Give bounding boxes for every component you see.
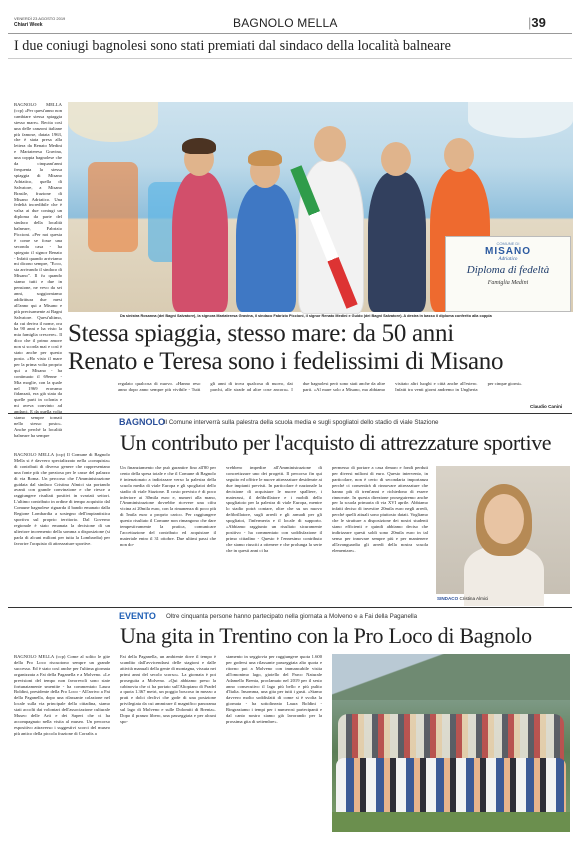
page-divider: | xyxy=(528,15,532,30)
article1-title-line2: Renato e Teresa sono i fedelissimi di Misano xyxy=(68,348,504,375)
person-1-hair xyxy=(182,138,216,154)
person-4-head xyxy=(381,142,411,176)
header-date: VENERDÌ 23 AGOSTO 2019 xyxy=(14,16,66,21)
article2-col4-text: permesso di portare a casa denaro e fondi perduti per diversi milioni di euro. Questo intervento, in particolare, non è certo di secondaria importanza perché ci consentirà di rinnovare attrezzature che hanno più di trent'anni e richiedono di essere rinnovate. In questa direzione proseguiremo anche per la scuola primaria di via XVI aprile. Abbiamo infatti deciso di investire 20mila euro negli arredi, perché quelli attuali sono piuttosto datati. Vogliamo che le strutture a disposizione dei nostri studenti siano efficienti e quindi abbiamo deciso che indirizzare questi soldi sono 20mila euro in tal senso per innovare sempre più e per mantenere all'avanguardia gli arredi della nostra scuola elementare». xyxy=(332,465,428,553)
page-number-value: 39 xyxy=(531,15,546,30)
diploma-title: Diploma di fedeltà xyxy=(466,264,550,276)
article2-col1 xyxy=(14,452,110,602)
diploma-to: Famiglia Medini xyxy=(487,280,529,286)
header-rule xyxy=(8,33,572,34)
article3-col1-text: BAGNOLO MELLA (ccp) Come al solito le gite della Pro Loco riscuotono sempre un grande successo. Ed è stato così anche per l'ultima giornata organizzata a Fai della Paganella e a Molveno. «Le previsioni del tempo non favorevoli sono state fortunatamente smentite - ha commentato Laura Boldini, presidente della Pro Loco - All'arrivo a Fai della Paganella, dopo una rilassante colazione nel locale sulla via principale della cittadina, siamo stati accolti dai volontari dell'associazione culturale Museo delle Arti e dei Saperi che ci ha accompagnato nella visita al museo. Un percorso espositivo attraverso i suggestivi scorci del museo più antico della piccola frazione di Corralts a xyxy=(14,654,110,736)
header-section: BAGNOLO MELLA xyxy=(233,16,338,30)
caption-tag: SINDACO xyxy=(437,596,459,601)
article1-headline: I due coniugi bagnolesi sono stati premiati dal sindaco della località balneare xyxy=(14,38,451,54)
article1-caption: Da sinistra Rosanna (dei Bagni Salvatore), la signora Mariateresa Gravina, il sindaco Fabrizio Piccioni, il signor Renato Medini e Guido (dei Bagni Salvatore). A destra in basso il diploma conferito alla coppia xyxy=(120,314,492,318)
person-1 xyxy=(172,172,228,312)
mayor-face xyxy=(484,494,524,544)
person-4 xyxy=(368,172,426,312)
umbrella-shape xyxy=(68,102,158,142)
article1-rule xyxy=(8,58,572,59)
playground-slide xyxy=(88,162,138,252)
article2-col4 xyxy=(332,465,428,605)
article2-top-rule xyxy=(8,413,572,414)
article1-title-line1: Stessa spiaggia, stesso mare: da 50 anni xyxy=(68,320,454,347)
diploma-inset xyxy=(445,236,571,312)
header-paper: Chiari Week xyxy=(14,22,43,28)
article2-kicker: BAGNOLO xyxy=(119,417,165,427)
person-2-hair xyxy=(248,150,282,166)
mayor-portrait xyxy=(436,466,570,594)
article3-col1 xyxy=(14,654,110,832)
article1-author: Claudio Canini xyxy=(530,404,563,409)
article2-col3 xyxy=(226,465,322,605)
person-3-head xyxy=(314,126,346,162)
page-number xyxy=(528,15,546,30)
person-2 xyxy=(236,184,296,312)
group-row-front xyxy=(336,758,566,814)
diploma-sub: Adriatico xyxy=(498,257,518,262)
group-photo xyxy=(332,654,570,832)
article3-col3 xyxy=(226,654,322,832)
caption-name: Cristina Almici xyxy=(459,596,489,601)
person-5-head xyxy=(444,138,474,172)
article2-col3-text: vrebbero impedire all'Amministrazione di concretizzare uno dei progetti. Il percorso fin qui seguito ed offrire le nuove attrezzature desiderate ai due impianti previsti. In particolare è nazionale la decisione di acquistare le nuove spalliere, i materassi, il defibrillatore e i mobili dello spogliatoio per la palestra di viale Europa, mentre lo stadio potrà contare, oltre che su un nuovo defibrillatore, sugli arredi e gli armadi per gli spogliatoi, l'infermeria e il locale di supporto. «Abbiamo raggiunto un risultato sicuramente positivo - ha commentato con soddisfazione il primo cittadino - Questo è l'ennesimo contributo che siamo riusciti a ottenere e che prolunga la serie che in questi anni ci ha xyxy=(226,465,322,553)
grass-ground xyxy=(332,812,570,832)
article2-caption xyxy=(437,596,488,601)
article3-subhead: Oltre cinquanta persone hanno partecipato nella giornata a Molveno e a Fai della Paganella xyxy=(166,613,418,620)
umbrella-shape-2 xyxy=(468,102,573,138)
article2-subhead: Il Comune interverrà sulla palestra della scuola media e sugli spogliatoi dello stadio di viale Stazione xyxy=(164,419,439,426)
article2-col1-text: BAGNOLO MELLA (ccp) Il Comune di Bagnolo Mella si è davvero specializzato nella «conquista» di contributi di diverso genere che rappresentano una fonte più che preziosa per le casse del palazzo di via Roma. Un percorso che l'Amministrazione guidata dal sindaco Cristina Almici sta portando avanti con grande convinzione e che riesce a raggiungere risultati positivi in svariati settori. L'ultimo contributo in ordine di tempo acquisito dal Comune bagnolese riguarda il bando emanato dalla Regione Lombardia a sostegno dell'impiantistica sportiva sul proprio territorio. Dal Governo regionale è stato emanata la decisione di un ulteriore incremento della somma a disposizione (si parla di alcuni milioni per tutta la Lombardia) per favorire l'acquisto di attrezzature sportive. xyxy=(14,452,110,546)
article1-body xyxy=(14,102,62,438)
group-row-back xyxy=(338,714,564,762)
article3-top-rule xyxy=(8,607,572,608)
article3-col3-text: stamento in seggiovia per raggiungere quota 1.600 per godersi una rilassante passeggiata alto quota e ritorno poi a Molveno con immancabile visita all'omonimo lago, gioiello del Parco Naturale Adamello Brenta, proclamato nel 2019 per il sesto anno consecutivo il lago più bello e più pulito d'Italia. Insomma, una gita per tutti i gusti. «Siamo davvero molto soddisfatti di come si è svolta la giornata - ha sottolineato Laura Boldini - Ringraziamo i tempi per i numerosi partecipanti e dal canto nostro siamo già lavorando per la prossima gita di settembre». xyxy=(226,654,322,724)
article3-col2-text: Fai della Paganella, un ambiente dove il tempo è scandito dall'avvicendarsi delle stagioni e dalle attività manuali della gente di montagna, vissuta nei primi anni del secolo scorso». La giornata è poi proseguita a Molveno. «Qui abbiamo preso la cabinovia che ci ha portato sull'Altopiano di Pradel a quota 1.367 metri, un poggio boscoso in mezzo a prati e dolci declivi che gode di una posizione privilegiata da cui ammirare il magnifico panorama sul lago di Molveno e sulle Dolomiti di Brenta». Dopo il pranzo libero, una passeggiata e per alcuni spo- xyxy=(120,654,216,724)
article3-col2 xyxy=(120,654,216,832)
article2-col2-text: Un finanziamento che può garantire fino all'80 per cento della spesa totale e che il Comune di Bagnolo è intenzionato a indirizzare verso la palestra della scuola media di viale Europa e gli spogliatoi dello stadio di viale Stazione. Il costo previsto è di poco inferiore ai 30mila euro e, numeri alla mano, l'Amministrazione dovrebbe ricevere una cifra vicina ai 20mila euro, con la rimanenza di poco più di 5mila euro a proprio carico. Per raggiungere questo risultato il Comune non rimangono che dare tempestivamente la pratica, comunicare l'accettazione del contributo ed acquistare il materiale entro il 31 ottobre. Due ultimi passi che non do- xyxy=(120,465,216,547)
article2-headline: Un contributo per l'acquisto di attrezzature sportive xyxy=(120,430,552,455)
article3-kicker: EVENTO xyxy=(119,611,156,621)
article2-col2 xyxy=(120,465,216,605)
article1-body-continued xyxy=(118,381,570,411)
diploma-name: MISANO xyxy=(485,246,531,257)
article3-headline: Una gita in Trentino con la Pro Loco di Bagnolo xyxy=(120,623,532,648)
article1-body-text: BAGNOLO MELLA (ccp) «Per quest'anno non cambiare stessa spiaggia stesso mare». Recita così una delle canzoni italiane più famose, datata 1963, che è stata presa alla lettera da Renato Medini e Mariateresa Gravina, una coppia bagnolese che da cinquant'anni frequenta la stessa spiaggia di Misano Adriatico, quella di Salvatore, a Misano Brasile, frazione di Misano Adriatico. Una fedeltà incredibile che è valsa ai due coniugi un diploma da parte del sindaco della località balneare, Fabrizio Piccioni. «Per noi questa è come se fosse una seconda casa - ha spiegato il signor Renato - Infatti quando arriviamo mi dicono sempre, "Ecco, sta arrivando il sindaco di Misano". Il fu quando siamo tutti e due in pensione, ne vevo da sei anni, soggiorniamo addirittura due mesi all'anno qui a Misano e più precisamente ai Bagni Salvatore. Quest'ultimo, da cui deriva il nome, ora ha 90 anni e ha visto la mia famiglia crescere». Il dico che il primo amore non si scorda mai e così è stato anche per questo posto. «Ho visto il mare per la prima volta proprio qui a Misano - ha continuato il 69enne - Mia moglie, con la quale nel 1969 eravamo fidanzati, era già stata da quelle parti in colonia e mi aveva convinto ad andarci. E da quella volta siamo sempre tornati nello stesso posto». Anche perché la località balneare ha sempre xyxy=(14,102,62,438)
diploma-town: COMUNE DI xyxy=(496,241,520,246)
mountain-shape xyxy=(332,654,570,700)
article1-body2-text: regalato qualcosa di nuovo. «Hanno reso anno dopo anno sempre più vivibile - Tutti gli anni di trova qualcosa di nuovo, dai parchi, alle strade ad altre cose ancora». I due bagnolesi però sono stati anche da altre parti. «Al mare solo a Misano, ma abbiamo visitato altri luoghi e città anche all'estero. Infatti tra venti giorni andremo in Ungheria per cinque giorni». xyxy=(118,381,523,392)
